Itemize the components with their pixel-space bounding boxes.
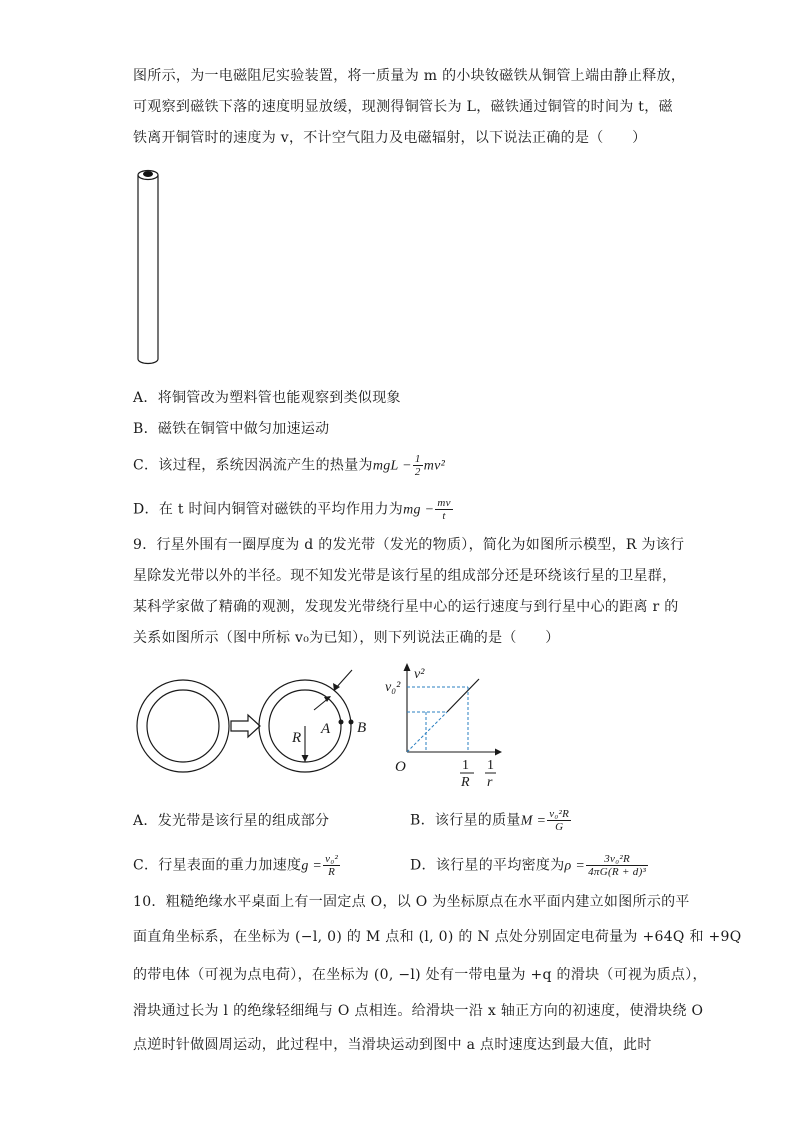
- q9-option-c: C．行星表面的重力加速度g = $\frac{\text{v₀²}}{R}$: [133, 853, 339, 878]
- graph-curve-right: [447, 679, 479, 712]
- point-A: [339, 720, 344, 725]
- q9-option-a: A．发光带是该行星的组成部分: [133, 813, 330, 829]
- x-axis-num: 1: [487, 758, 494, 773]
- y-tick-v0: v₀²: [385, 680, 401, 695]
- q9-stem-line4: 关系如图所示（图中所标 v₀为已知），则下列说法正确的是（ ）: [133, 630, 560, 646]
- x-tick-num: 1: [462, 758, 469, 773]
- label-A: A: [321, 721, 331, 737]
- q8-option-a: A．将铜管改为塑料管也能观察到类似现象: [133, 390, 401, 406]
- graph-curve-left: [407, 712, 447, 752]
- left-ring-outer: [137, 680, 229, 772]
- q9-option-b: B．该行星的质量M = $\frac{\text{v₀²R}}{G}$: [410, 808, 570, 833]
- label-B: B: [357, 720, 367, 736]
- y-axis-label: v²: [414, 667, 425, 682]
- left-ring-inner: [147, 690, 219, 762]
- q8-option-b: B．磁铁在铜管中做匀加速运动: [133, 421, 330, 437]
- q8-option-d: D．在 t 时间内铜管对磁铁的平均作用力为mg − $\frac{mv}{t}$: [133, 497, 451, 522]
- q9-stem-line2: 星除发光带以外的半径。现不知发光带是该行星的组成部分还是环绕该行星的卫星群，: [133, 568, 677, 584]
- q9-stem-line1: 9．行星外围有一圈厚度为 d 的发光带（发光的物质），简化为如图所示模型，R 为该行: [133, 537, 685, 553]
- q8-stem-line2: 可观察到磁铁下落的速度明显放缓，现测得铜管长为 L，磁铁通过铜管的时间为 t，磁: [133, 99, 673, 115]
- q8-stem-line3: 铁离开铜管时的速度为 v，不计空气阻力及电磁辐射，以下说法正确的是（ ）: [133, 130, 647, 146]
- q9-stem-line3: 某科学家做了精确的观测，发现发光带绕行星中心的运行速度与到行星中心的距离 r 的: [133, 599, 679, 615]
- q10-stem-line2: 面直角坐标系，在坐标为 (−l, 0) 的 M 点和 (l, 0) 的 N 点处分别固定电荷量为 +64Q 和 +9Q: [133, 929, 742, 945]
- origin-label: O: [395, 759, 406, 775]
- q10-stem-line3: 的带电体（可视为点电荷），在坐标为 (0, −l) 处有一带电量为 +q 的滑块（可视为质点），: [133, 967, 707, 983]
- q10-stem-line5: 点逆时针做圆周运动，此过程中，当滑块运动到图中 a 点时速度达到最大值，此时: [133, 1037, 652, 1053]
- q8-stem-line1: 图所示，为一电磁阻尼实验装置，将一质量为 m 的小块钕磁铁从铜管上端由静止释放，: [133, 68, 686, 84]
- velocity-graph: [383, 658, 503, 790]
- hollow-arrow-icon: [231, 715, 260, 737]
- x-tick-den: R: [461, 775, 470, 790]
- point-B: [349, 720, 354, 725]
- label-R: R: [292, 730, 302, 746]
- copper-tube-figure: [128, 162, 168, 374]
- q9-option-d: D．该行星的平均密度为ρ = $\frac{\text{3v₀²R}}{\text{4πG(R + d)³}}$: [410, 853, 647, 878]
- x-axis-den: r: [487, 775, 493, 790]
- q10-stem-line4: 滑块通过长为 l 的绝缘轻细绳与 O 点相连。给滑块一沿 x 轴正方向的初速度，使滑块绕 O: [133, 1003, 704, 1019]
- magnet-dot: [143, 171, 153, 177]
- planet-ring-figure: [130, 660, 380, 780]
- q8-option-c: C．该过程，系统因涡流产生的热量为mgL − $\frac{1}{2}$ mv²: [133, 453, 446, 478]
- q10-stem-line1: 10．粗糙绝缘水平桌面上有一固定点 O，以 O 为坐标原点在水平面内建立如图所示的平: [133, 894, 690, 910]
